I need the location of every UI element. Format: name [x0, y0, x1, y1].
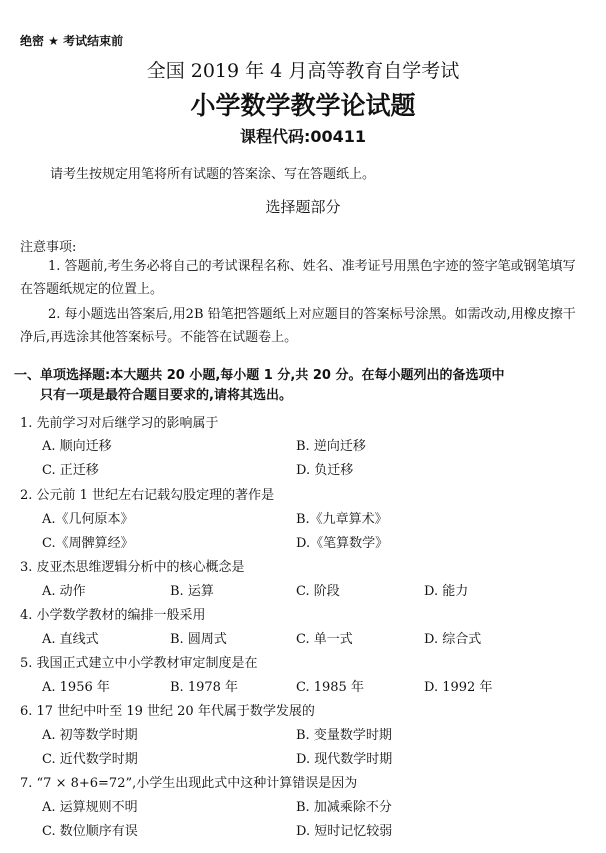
- question-option: B. 逆向迁移: [296, 439, 366, 454]
- question-stem: 3. 皮亚杰思维逻辑分析中的核心概念是: [20, 560, 245, 575]
- question-option: A. 运算规则不明: [42, 800, 138, 815]
- question-option: B. 变量数学时期: [296, 728, 392, 743]
- question-stem: 7. “7 × 8+6=72”,小学生出现此式中这种计算错误是因为: [20, 776, 358, 791]
- question-option: D. 能力: [424, 584, 469, 599]
- question-option: C. 正迁移: [42, 463, 99, 478]
- question-option: B. 运算: [170, 584, 214, 599]
- question-option: A. 直线式: [42, 632, 99, 647]
- section-title: 选择题部分: [265, 198, 341, 216]
- question-option: D. 1992 年: [424, 680, 493, 695]
- question-stem: 4. 小学数学教材的编排一般采用: [20, 608, 206, 623]
- question-option: C. 阶段: [296, 584, 340, 599]
- question-option: D. 现代数学时期: [296, 752, 393, 767]
- question-stem: 6. 17 世纪中叶至 19 世纪 20 年代属于数学发展的: [20, 704, 315, 719]
- question-option: C. 数位顺序有误: [42, 824, 138, 839]
- paper-title: 小学数学教学论试题: [190, 91, 416, 120]
- question-option: D.《笔算数学》: [296, 536, 389, 551]
- question-option: D. 综合式: [424, 632, 482, 647]
- exam-title: 全国 2019 年 4 月高等教育自学考试: [146, 60, 460, 82]
- question-option: B.《九章算术》: [296, 512, 388, 527]
- question-option: B. 圆周式: [170, 632, 227, 647]
- question-option: D. 负迁移: [296, 463, 354, 478]
- question-option: A. 顺向迁移: [42, 439, 112, 454]
- note-item: 2. 每小题选出答案后,用2B 铅笔把答题纸上对应题目的答案标号涂黑。如需改动,用橡皮擦干净后,再选涂其他答案标号。不能答在试题卷上。: [20, 307, 576, 345]
- question-stem: 2. 公元前 1 世纪左右记载勾股定理的著作是: [20, 488, 275, 503]
- question-option: D. 短时记忆较弱: [296, 824, 393, 839]
- confidential-label: 绝密 ★ 考试结束前: [20, 34, 124, 48]
- question-stem: 5. 我国正式建立中小学教材审定制度是在: [20, 656, 258, 671]
- question-option: C. 近代数学时期: [42, 752, 138, 767]
- question-option: A. 初等数学时期: [42, 728, 138, 743]
- course-code: 课程代码:00411: [239, 127, 367, 146]
- question-option: C. 单一式: [296, 632, 353, 647]
- question-stem: 1. 先前学习对后继学习的影响属于: [20, 416, 219, 431]
- question-option: A. 动作: [42, 584, 86, 599]
- notes-heading: 注意事项:: [20, 240, 77, 255]
- part-one-line: 只有一项是最符合题目要求的,请将其选出。: [40, 388, 292, 403]
- question-option: B. 加减乘除不分: [296, 800, 392, 815]
- question-option: A. 1956 年: [42, 680, 110, 695]
- part-one-heading: [14, 366, 504, 406]
- question-option: C.《周髀算经》: [42, 536, 134, 551]
- part-one-line: 一、单项选择题:本大题共 20 小题,每小题 1 分,共 20 分。在每小题列出的备选项中: [14, 368, 505, 383]
- question-option: C. 1985 年: [296, 680, 364, 695]
- answer-instruction: 请考生按规定用笔将所有试题的答案涂、写在答题纸上。: [50, 167, 376, 182]
- question-option: B. 1978 年: [170, 680, 239, 695]
- question-option: A.《几何原本》: [42, 512, 134, 527]
- note-item: 1. 答题前,考生务必将自己的考试课程名称、姓名、准考证号用黑色字迹的签字笔或钢笔填写在答题纸规定的位置上。: [20, 259, 576, 297]
